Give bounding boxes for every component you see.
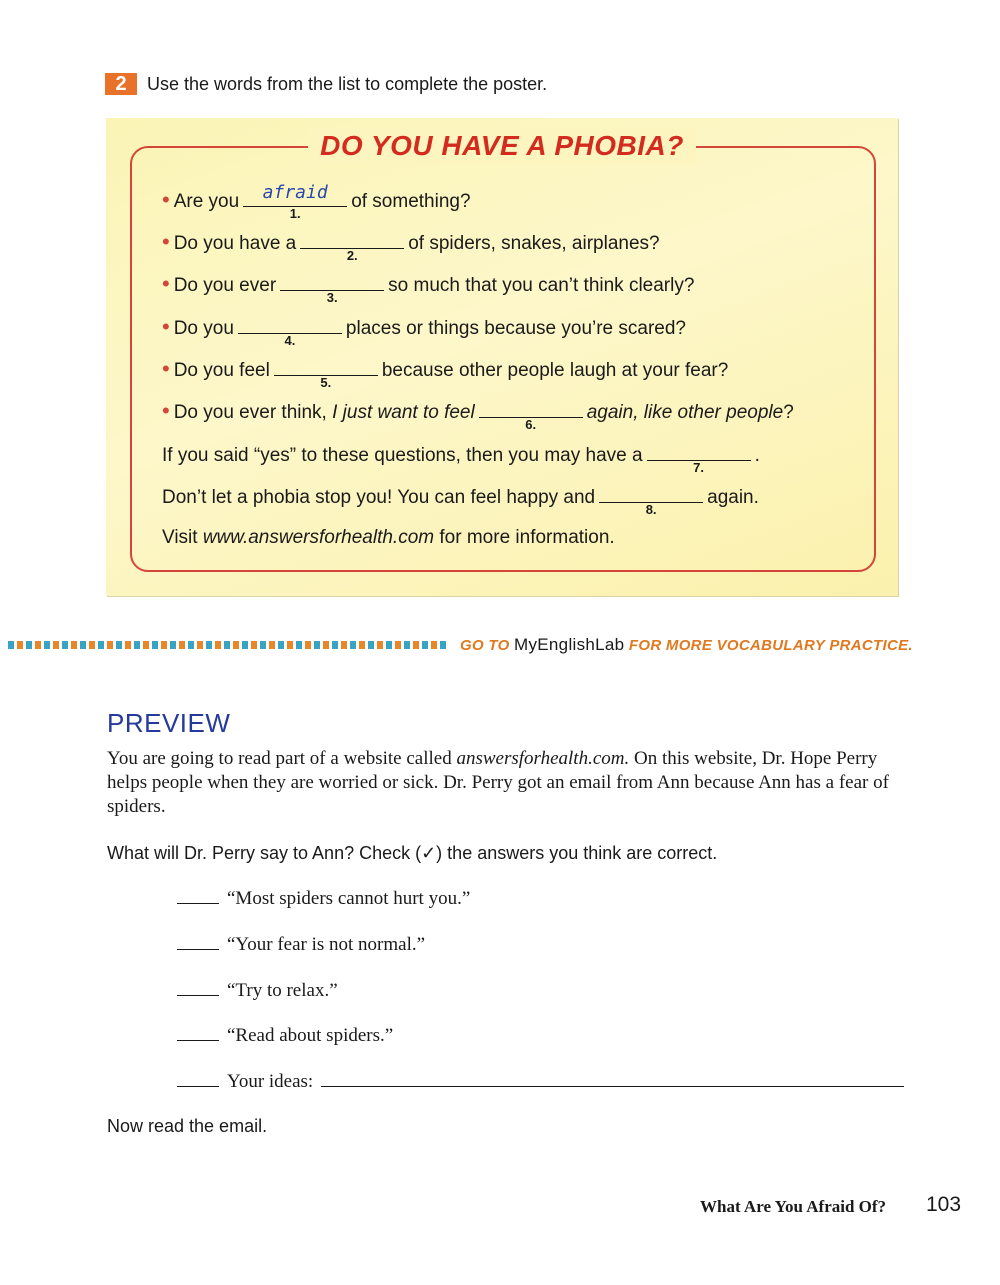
blank-3[interactable]: 3. [280, 272, 384, 291]
blank-2[interactable]: 2. [300, 230, 404, 249]
option-2: “Your fear is not normal.” [177, 933, 425, 957]
exercise-instruction: Use the words from the list to complete the poster. [147, 74, 548, 94]
poster-line-6: • Do you ever think, I just want to feel 6. again, like other people? [162, 398, 794, 432]
exercise-number: 2 [105, 73, 137, 95]
bullet-icon: • [162, 398, 170, 423]
page-number: 103 [926, 1193, 962, 1216]
poster-line-2: • Do you have a 2. of spiders, snakes, airplanes? [162, 229, 660, 263]
ideas-input-line[interactable] [321, 1070, 904, 1087]
poster-line-8: Don’t let a phobia stop you! You can feel happy and 8. again. [162, 484, 759, 510]
chapter-title: What Are You Afraid Of? [700, 1197, 887, 1216]
website-url: www.answersforhealth.com [202, 527, 435, 548]
poster-line-1: • Are you afraid 1. of something? [162, 182, 471, 221]
checkbox-blank[interactable] [177, 933, 219, 950]
option-ideas: Your ideas: [177, 1070, 904, 1094]
bullet-icon: • [162, 314, 170, 339]
poster-line-7: If you said “yes” to these questions, then you may have a 7. . [162, 442, 760, 468]
bullet-icon: • [162, 271, 170, 296]
poster-line-3: • Do you ever 3. so much that you can’t think clearly? [162, 271, 695, 305]
checkbox-blank[interactable] [177, 979, 219, 996]
bullet-icon: • [162, 356, 170, 381]
blank-5[interactable]: 5. [274, 357, 378, 376]
option-3: “Try to relax.” [177, 979, 338, 1003]
option-4: “Read about spiders.” [177, 1024, 393, 1048]
bullet-icon: • [162, 229, 170, 254]
phobia-poster [106, 118, 898, 596]
myenglishlab-banner: GO TO MyEnglishLab FOR MORE VOCABULARY PRACTICE. [460, 635, 913, 654]
blank-1[interactable]: afraid 1. [243, 188, 347, 207]
checkbox-blank[interactable] [177, 1024, 219, 1041]
poster-line-4: • Do you 4. places or things because you’re scared? [162, 314, 686, 348]
blank-7[interactable]: 7. [647, 442, 751, 461]
decorative-stripe [8, 641, 448, 649]
option-1: “Most spiders cannot hurt you.” [177, 887, 470, 911]
preview-paragraph: You are going to read part of a website called answersforhealth.com. On this website, Dr. Hope Perry helps people when they are worried or sick. Dr. Perry got an email from Ann because Ann has a fear of spiders. [107, 748, 889, 817]
preview-question: What will Dr. Perry say to Ann? Check (✓) the answers you think are correct. [107, 843, 718, 863]
poster-line-5: • Do you feel 5. because other people laugh at your fear? [162, 356, 729, 390]
now-read-instruction: Now read the email. [107, 1116, 268, 1136]
poster-line-9: Visit www.answersforhealth.com for more information. [162, 527, 615, 548]
preview-heading: PREVIEW [107, 708, 231, 738]
checkbox-blank[interactable] [177, 1070, 219, 1087]
poster-title: DO YOU HAVE A PHOBIA? [106, 128, 898, 164]
checkbox-blank[interactable] [177, 887, 219, 904]
blank-8[interactable]: 8. [599, 484, 703, 503]
blank-4[interactable]: 4. [238, 315, 342, 334]
bullet-icon: • [162, 187, 170, 212]
blank-6[interactable]: 6. [479, 399, 583, 418]
